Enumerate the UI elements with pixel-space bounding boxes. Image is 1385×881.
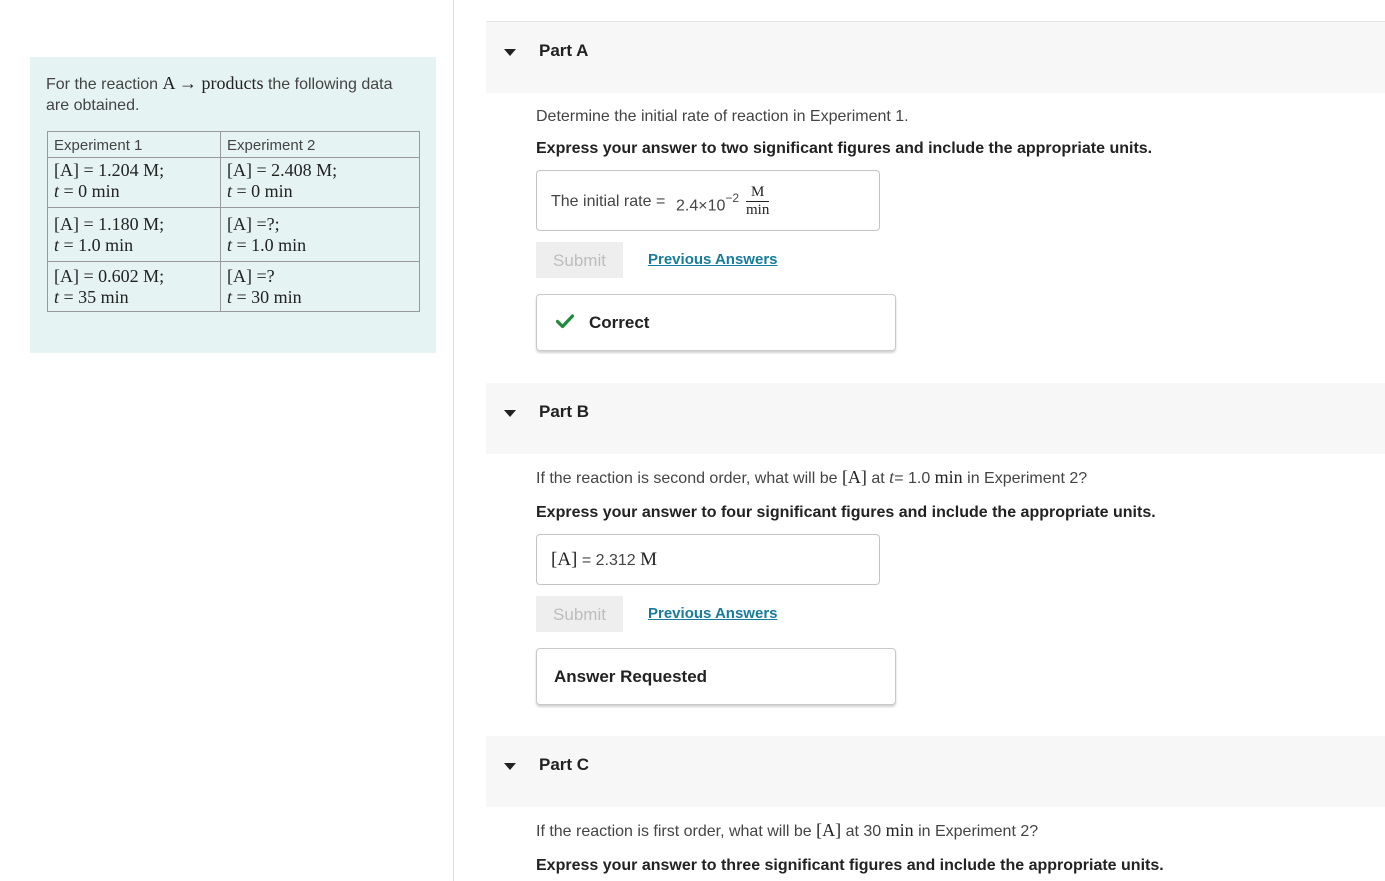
answer-value: $2.4\times 10^{-2}$ <box>676 191 740 215</box>
feedback-text: Correct <box>589 313 650 332</box>
part-b-instruction: Express your answer to four significant figures and include the appropriate units. <box>536 504 1156 521</box>
table-cell: [A] =? t = 30 min <box>221 262 420 312</box>
part-a-question: Determine the initial rate of reaction in Experiment 1. <box>536 108 909 125</box>
part-a-header[interactable] <box>486 22 1385 93</box>
table-cell: [A] = 2.408 M; t = 0 min <box>221 158 420 208</box>
table-cell: [A] =?; t = 1.0 min <box>221 208 420 262</box>
part-b-feedback <box>536 648 896 705</box>
answer-label: The initial rate = <box>551 193 666 210</box>
data-table <box>47 131 420 312</box>
table-header-exp2: Experiment 2 <box>221 132 420 158</box>
column-divider <box>453 0 454 881</box>
intro-prefix: For the reaction <box>46 76 163 93</box>
part-c-title: Part C <box>539 755 590 774</box>
checkmark-icon <box>556 314 574 329</box>
problem-intro <box>46 73 416 116</box>
part-b-header[interactable] <box>486 383 1385 454</box>
part-c-header[interactable] <box>486 736 1385 807</box>
part-a-answer-box[interactable] <box>536 170 880 231</box>
part-a-feedback <box>536 294 896 351</box>
part-a-title: Part A <box>539 41 589 60</box>
part-a-previous-answers-link[interactable]: Previous Answers <box>648 251 778 268</box>
part-b-question: If the reaction is second order, what will be [A] at t= 1.0 min in Experiment 2? <box>536 467 1088 487</box>
part-b-answer-box[interactable] <box>536 534 880 585</box>
part-b-previous-answers-link[interactable]: Previous Answers <box>648 605 778 622</box>
table-row <box>48 158 420 208</box>
caret-down-icon[interactable] <box>504 763 516 770</box>
answer-unit: M min <box>746 184 770 218</box>
answer-label: [A] = 2.312 M <box>551 549 658 570</box>
caret-down-icon[interactable] <box>504 49 516 56</box>
product: products <box>201 73 264 93</box>
reaction-arrow: → <box>179 73 198 93</box>
table-cell: [A] = 1.204 M; t = 0 min <box>48 158 221 208</box>
table-header-exp1: Experiment 1 <box>48 132 221 158</box>
reactant: A <box>162 73 175 93</box>
intro-suffix: the following data are obtained. <box>46 76 393 114</box>
table-cell: [A] = 1.180 M; t = 1.0 min <box>48 208 221 262</box>
table-row <box>48 262 420 312</box>
part-a-instruction: Express your answer to two significant figures and include the appropriate units. <box>536 140 1153 157</box>
part-b-submit-button[interactable]: Submit <box>536 596 623 632</box>
table-cell: [A] = 0.602 M; t = 35 min <box>48 262 221 312</box>
part-b-title: Part B <box>539 402 590 421</box>
part-c-instruction: Express your answer to three significant figures and include the appropriate units. <box>536 857 1164 874</box>
problem-panel <box>30 57 436 353</box>
caret-down-icon[interactable] <box>504 410 516 417</box>
part-c-question: If the reaction is first order, what will be [A] at 30 min in Experiment 2? <box>536 820 1039 840</box>
part-a-submit-button[interactable]: Submit <box>536 242 623 278</box>
table-row <box>48 208 420 262</box>
feedback-text: Answer Requested <box>554 667 708 686</box>
table-header-row <box>48 132 420 158</box>
